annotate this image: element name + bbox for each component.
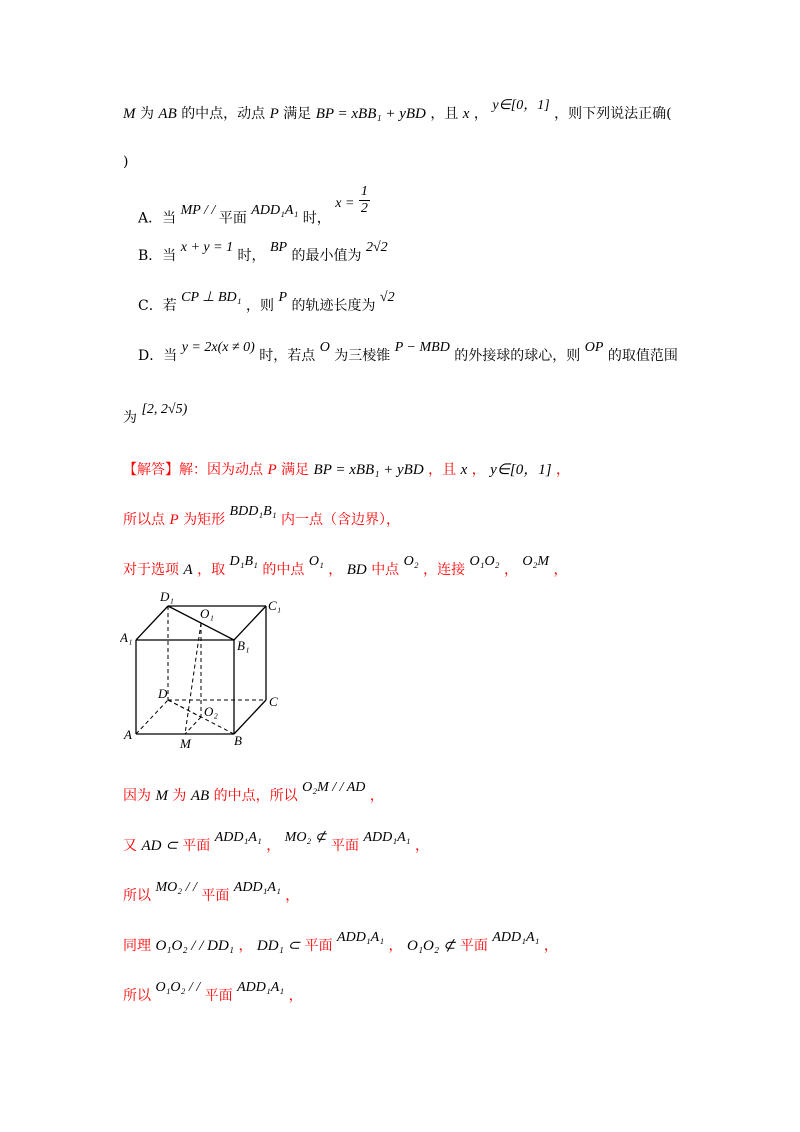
cube-figure xyxy=(120,588,290,753)
text: 内一点（含边界） xyxy=(281,512,387,528)
text: 因为 xyxy=(123,788,151,804)
plane-name: ADD₁A₁ xyxy=(214,830,262,845)
text: 平面 xyxy=(330,838,359,854)
relation: O₂M / / AD xyxy=(302,780,366,795)
text: ，则 xyxy=(246,298,274,314)
option-ref: A xyxy=(183,562,193,578)
answer-line-8 xyxy=(123,980,303,1007)
vector-equation: BP = xBB₁ + yBD xyxy=(313,462,424,478)
plane-name: ADD₁A₁ xyxy=(251,202,299,218)
option-b-label: B．当 xyxy=(138,248,177,264)
option-a-cond: MP / / xyxy=(180,202,219,218)
relation: MO₂ / / xyxy=(155,880,197,895)
vector-equation: BP = xBB₁ + yBD xyxy=(315,106,426,122)
option-c-label: C．若 xyxy=(138,298,177,314)
text: ， xyxy=(285,888,300,904)
text: ， xyxy=(553,562,568,578)
answer-line-4 xyxy=(123,780,384,807)
text: ，且 xyxy=(428,462,457,478)
segment-o2m: O₂M xyxy=(522,554,550,569)
text: 时， xyxy=(237,248,266,264)
text: 的取值范围 xyxy=(607,348,678,364)
text: ， xyxy=(388,938,403,954)
question-stem-line-1 xyxy=(123,98,672,125)
text: 的最小值为 xyxy=(291,248,362,264)
option-d-label: D．当 xyxy=(138,348,178,364)
option-d-range: [2, 2√5) xyxy=(141,402,188,417)
relation: O₁O₂ ⊄ xyxy=(407,938,456,954)
segment-op: OP xyxy=(584,340,604,355)
label-b: B xyxy=(234,733,242,748)
text: 的中点 xyxy=(262,562,305,578)
text: 的中点，所以 xyxy=(213,788,298,804)
text: ， xyxy=(386,512,401,528)
relation: O₁O₂ / / xyxy=(155,980,201,995)
point-p: P xyxy=(267,462,277,478)
point-p: P xyxy=(269,106,279,122)
text: 平面 xyxy=(204,988,233,1004)
text: 平面 xyxy=(218,210,247,227)
fraction-numerator: 1 xyxy=(360,184,368,199)
option-c xyxy=(138,290,395,317)
text: ， xyxy=(543,938,558,954)
text: 为矩形 xyxy=(183,512,226,528)
point-o2: O₂ xyxy=(403,554,419,569)
text: 时，若点 xyxy=(259,348,316,364)
text: ， xyxy=(266,838,281,854)
text: ， xyxy=(414,838,429,854)
text: 平面 xyxy=(182,838,211,854)
text: 的外接球的球心，则 xyxy=(454,348,581,364)
range-y: y∈[0，1] xyxy=(492,98,550,113)
text: 为 xyxy=(139,106,154,122)
plane-name: ADD₁A₁ xyxy=(233,880,281,895)
text: 平面 xyxy=(201,888,230,904)
label-b1: B₁ xyxy=(237,638,250,653)
text: 满足 xyxy=(283,106,312,122)
segment-d1b1: D₁B₁ xyxy=(229,554,258,569)
label-m: M xyxy=(180,736,191,751)
text: ，连接 xyxy=(423,562,466,578)
text: 同理 xyxy=(123,938,151,954)
answer-line-6 xyxy=(123,880,300,907)
option-d-continued xyxy=(123,402,188,429)
segment-bd: BD xyxy=(346,562,367,578)
text: ， xyxy=(328,562,343,578)
text: 中点 xyxy=(371,562,400,578)
text: ，取 xyxy=(197,562,226,578)
text: ， xyxy=(288,988,303,1004)
text: 为 xyxy=(172,788,187,804)
label-o1: O₁ xyxy=(200,606,214,621)
text: 所以 xyxy=(123,988,151,1004)
text: ， xyxy=(503,562,518,578)
edge-ad xyxy=(136,700,168,734)
text: ， xyxy=(556,462,571,478)
fraction-denominator: 2 xyxy=(360,201,368,216)
option-a-label: A．当 xyxy=(138,210,177,227)
text: 解：因为动点 xyxy=(179,462,263,478)
close-paren: ) xyxy=(123,154,129,170)
segment-o1o2: O₁O₂ xyxy=(469,554,500,569)
text: 为 xyxy=(123,410,137,426)
range-y: y∈[0，1] xyxy=(490,462,552,478)
edge-c1b1 xyxy=(234,606,266,640)
option-a xyxy=(138,184,370,235)
option-d xyxy=(138,340,678,367)
segment-d-o2 xyxy=(168,700,201,717)
text: ， xyxy=(473,106,488,122)
rectangle-name: BDD₁B₁ xyxy=(229,504,277,519)
answer-tag: 【解答】 xyxy=(123,462,179,478)
question-stem-line-2 xyxy=(123,152,128,172)
text: 所以点 xyxy=(123,512,165,528)
segment-ab: AB xyxy=(158,106,177,122)
relation: MO₂ ⊄ xyxy=(284,830,327,845)
point-p: P xyxy=(278,290,288,305)
plane-name: ADD₁A₁ xyxy=(237,980,285,995)
label-o2: O₂ xyxy=(204,704,218,719)
relation: AD ⊂ xyxy=(141,838,178,854)
text: 又 xyxy=(123,838,137,854)
answer-line-2 xyxy=(123,504,401,531)
text: ， xyxy=(369,788,384,804)
label-a1: A₁ xyxy=(120,630,133,645)
segment-ab: AB xyxy=(190,788,210,804)
option-b-cond: x + y = 1 xyxy=(180,240,234,255)
label-c1: C₁ xyxy=(268,598,282,613)
edge-cb xyxy=(234,700,266,734)
label-a: A xyxy=(124,727,132,742)
text: 为三棱锥 xyxy=(334,348,391,364)
point-m: M xyxy=(155,788,168,804)
text: 的中点，动点 xyxy=(181,106,266,122)
answer-line-7 xyxy=(123,930,558,957)
segment-bp: BP xyxy=(269,240,288,255)
option-b-value: 2√2 xyxy=(366,240,388,255)
edge-a1d1 xyxy=(136,606,168,640)
text: 时， xyxy=(302,210,331,227)
point-o: O xyxy=(319,340,330,355)
answer-line-5 xyxy=(123,830,429,857)
option-d-cond: y = 2x(x ≠ 0) xyxy=(181,340,255,355)
text: 对于选项 xyxy=(123,562,179,578)
relation: O₁O₂ / / DD₁ xyxy=(155,938,235,954)
var-x: x xyxy=(460,462,468,478)
point-o1: O₁ xyxy=(308,554,324,569)
option-a-lhs: x = xyxy=(335,195,355,211)
fraction-one-half xyxy=(359,184,370,217)
text: ， xyxy=(471,462,486,478)
plane-name: ADD₁A₁ xyxy=(363,830,411,845)
option-c-cond: CP ⊥ BD₁ xyxy=(181,290,242,305)
text: 平面 xyxy=(304,938,333,954)
text: ，且 xyxy=(430,106,459,122)
answer-line-1 xyxy=(123,460,570,480)
text: 满足 xyxy=(281,462,310,478)
segment-o2m xyxy=(185,717,201,734)
text: 所以 xyxy=(123,888,151,904)
text: 平面 xyxy=(459,938,488,954)
text: 的轨迹长度为 xyxy=(291,298,376,314)
answer-line-3 xyxy=(123,554,568,581)
option-b xyxy=(138,240,388,267)
label-c: C xyxy=(269,694,278,709)
label-d: D xyxy=(158,686,168,701)
point-m: M xyxy=(123,106,136,122)
plane-name: ADD₁A₁ xyxy=(492,930,540,945)
tetrahedron-name: P − MBD xyxy=(394,340,450,355)
plane-name: ADD₁A₁ xyxy=(337,930,385,945)
var-x: x xyxy=(462,106,470,122)
label-d1: D₁ xyxy=(160,589,174,604)
point-p: P xyxy=(169,512,179,528)
text: ， xyxy=(238,938,253,954)
text: ，则下列说法正确( xyxy=(554,106,672,122)
option-c-value: √2 xyxy=(379,290,395,305)
relation: DD₁ ⊂ xyxy=(256,938,301,954)
